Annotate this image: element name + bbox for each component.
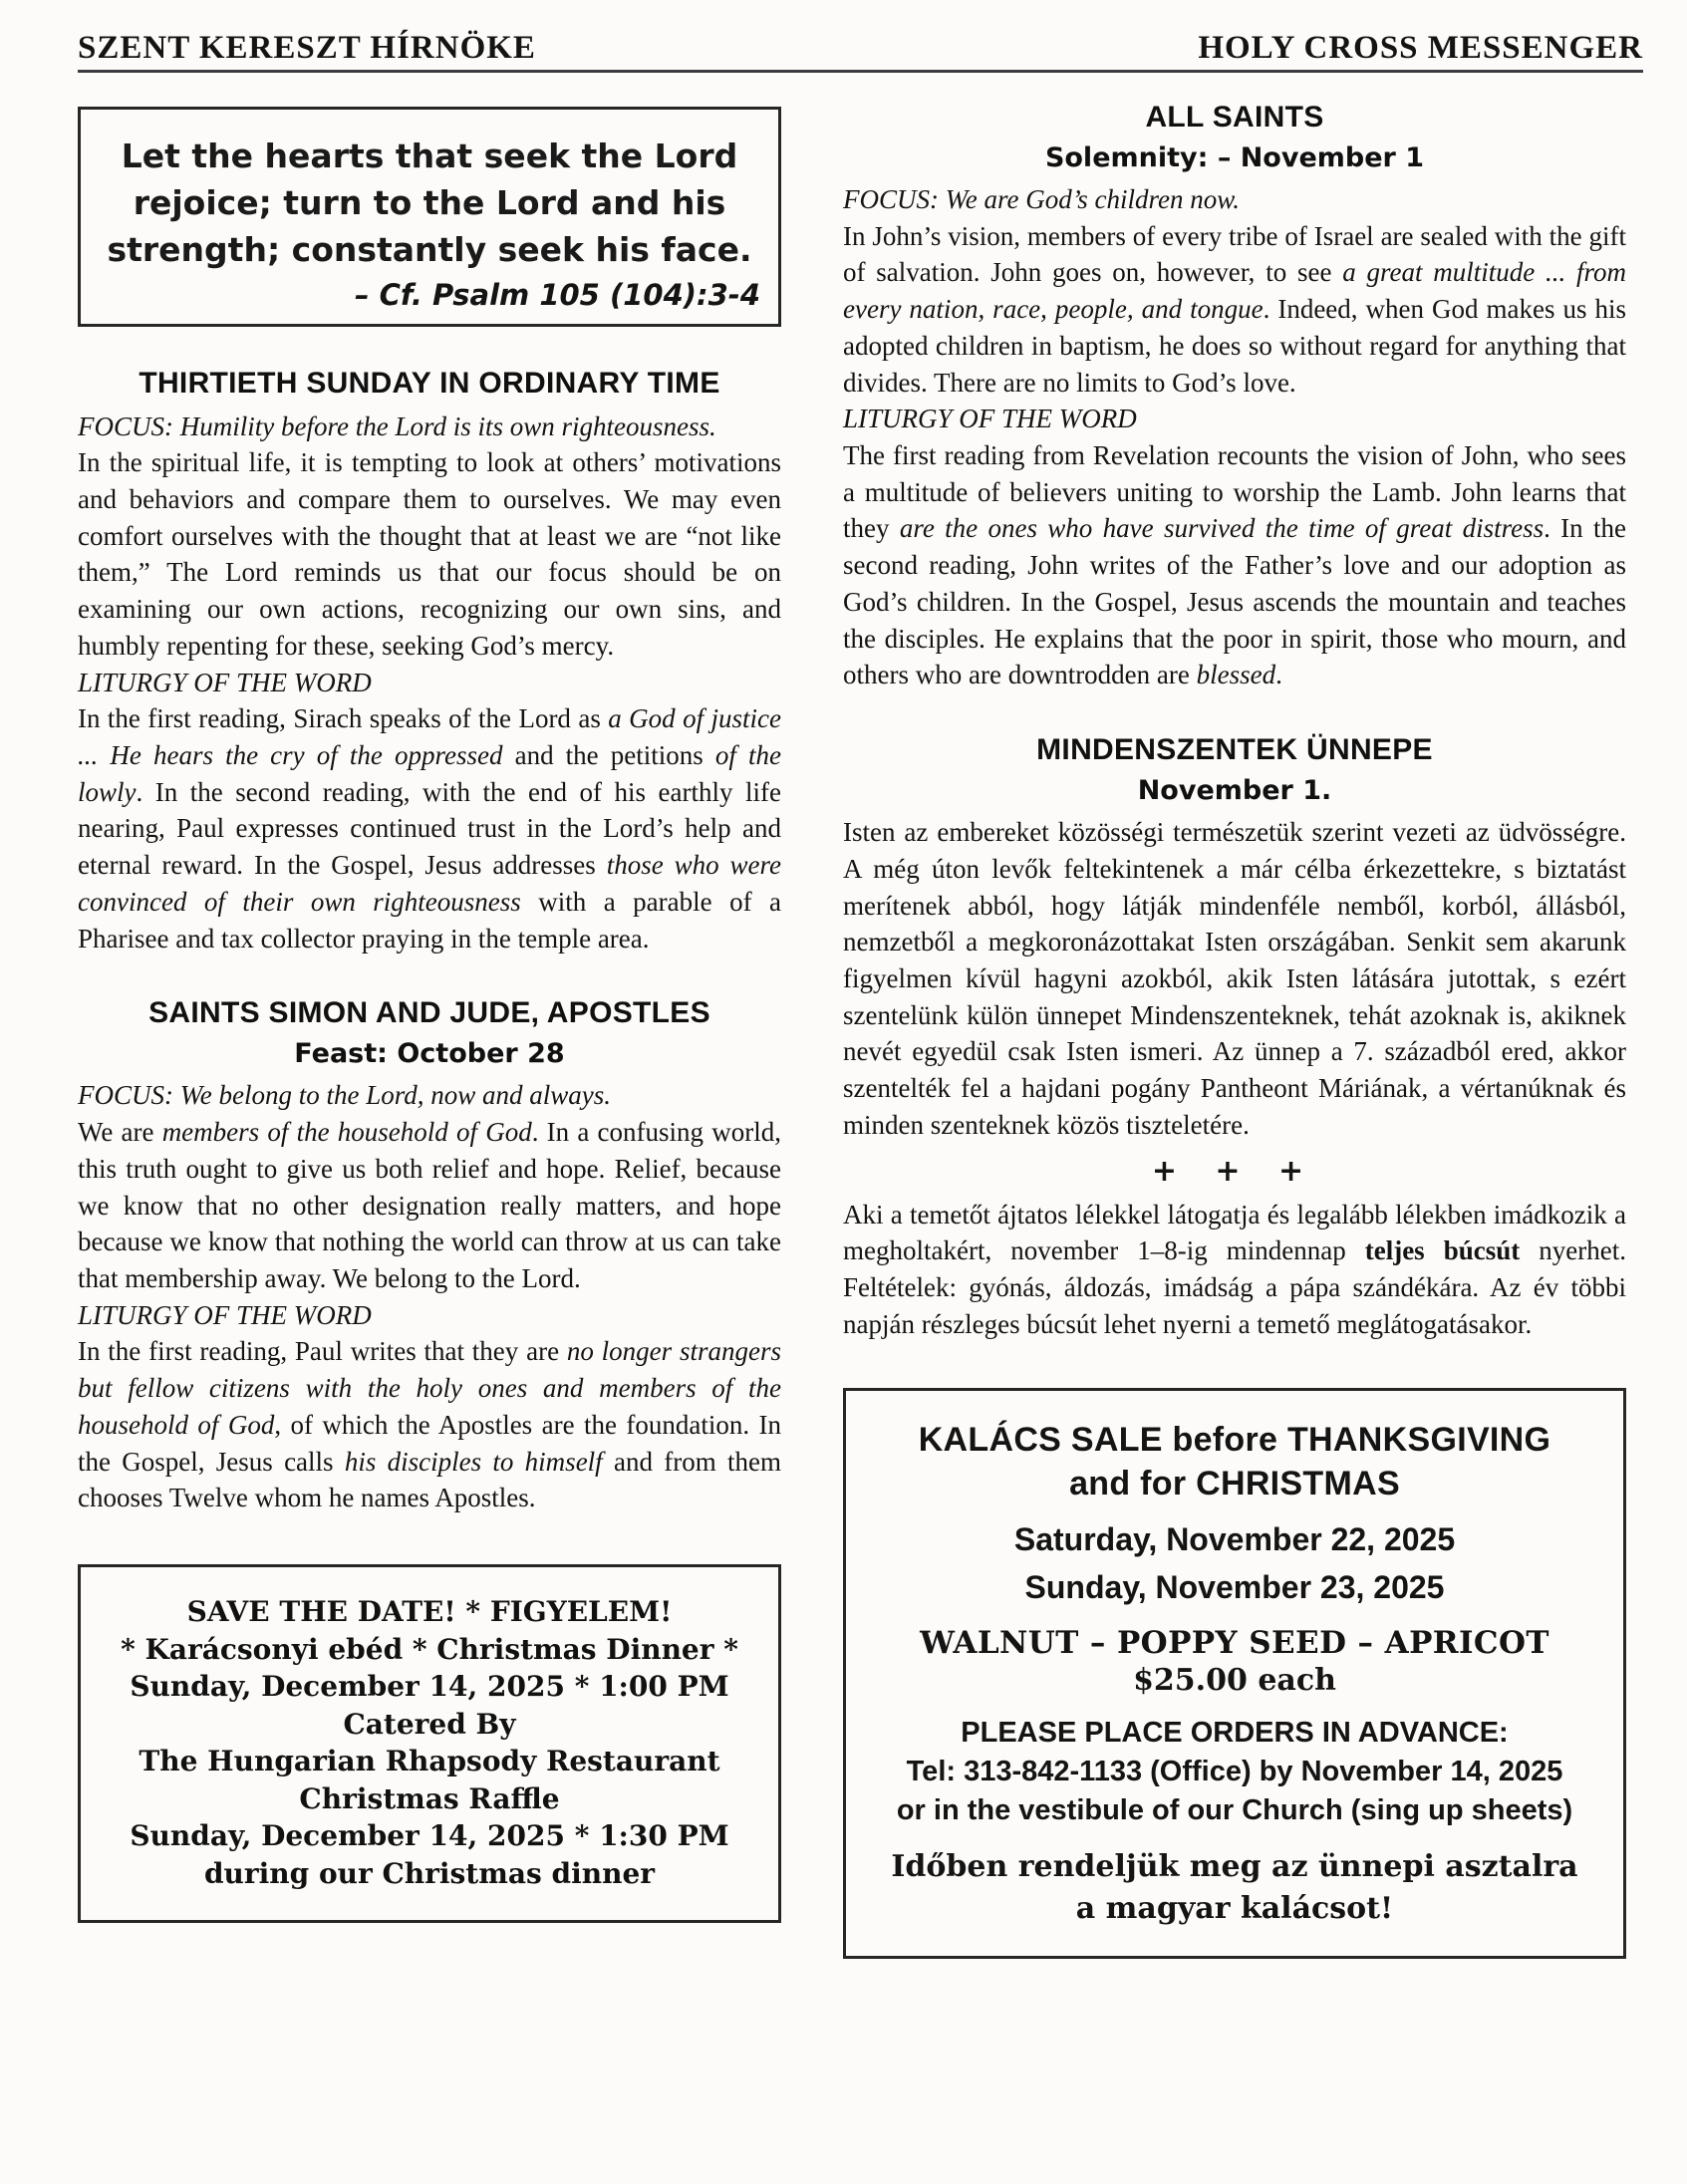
- section-paragraph: We are members of the household of God. In a confusing world, this truth ought to give us both relief and hope. Relief, because we know that no other designation really matters, and hope because we know that nothing the world can throw at us can take that membership away. We belong to the Lord.: [78, 1117, 781, 1293]
- section-thirtieth-sunday: [78, 367, 781, 957]
- section-paragraph: The first reading from Revelation recounts the vision of John, who sees a multitude of believers uniting to worship the Lamb. John learns that they are the ones who have survived the time of great distress. In the second reading, John writes of the Father’s love and our adoption as God’s children. In the Gospel, Jesus ascends the mountain and teaches the disciples. He explains that the poor in spirit, those who mourn, and others who are downtrodden are blessed.: [843, 440, 1626, 690]
- focus-line: FOCUS: We are God’s children now.: [843, 184, 1240, 214]
- section-paragraph: In the first reading, Paul writes that they are no longer strangers but fellow citizens with the holy ones and members of the household of God, of which the Apostles are the foundation. In the Gospel, Jesus calls his disciples to himself and from them chooses Twelve whom he names Apostles.: [78, 1336, 781, 1513]
- psalm-quote-box: [78, 107, 781, 327]
- section-paragraph: In the spiritual life, it is tempting to look at others’ motivations and behaviors and compare them to ourselves. We may even comfort ourselves with the thought that at least we are “not like them,” The Lord reminds us that our focus should be on examining our own actions, recognizing our own sins, and humbly repenting for these, seeking God’s mercy.: [78, 447, 781, 661]
- masthead-title-english: HOLY CROSS MESSENGER: [1198, 30, 1643, 66]
- liturgy-of-the-word-label: LITURGY OF THE WORD: [78, 667, 372, 697]
- psalm-quote-attribution: – Cf. Psalm 105 (104):3-4: [355, 277, 760, 312]
- kalacs-orders-phone-line: Tel: 313-842-1133 (Office) by November 14, 2025: [906, 1756, 1563, 1788]
- right-column: [843, 93, 1626, 1959]
- section-paragraph: Isten az embereket közösségi természetük szerint vezeti az üdvösségre. A még úton levők feltekintenek a már célba érkezettekre, s biztatást merítenek abból, hogy látják mindenféle nemből, korból, állásból, nemzetből a megkoronázottakat Isten országában. Senkit sem akarunk figyelmen kívül hagyni azokból, akik Isten látására jutottak, s ezért szentelünk külön ünnepet Mindenszenteknek, tehát azoknak is, akiknek nevét egyedül csak Isten ismeri. Az ünnep a 7. századból ered, akkor szentelték fel a hajdani pogány Pantheont Máriának, a vértanúknak és minden szenteknek közös tiszteletére.: [843, 817, 1626, 1140]
- section-paragraph: In John’s vision, members of every tribe of Israel are sealed with the gift of salvation. John goes on, however, to see a great multitude ... from every nation, race, people, and tongue. Indeed, when God makes us his adopted children in baptism, he does so without regard for anything that divides. There are no limits to God’s love.: [843, 220, 1626, 398]
- section-title: THIRTIETH SUNDAY IN ORDINARY TIME: [139, 366, 720, 400]
- kalacs-sale-date-line: Saturday, November 22, 2025: [1013, 1521, 1456, 1558]
- save-the-date-line: during our Christmas dinner: [203, 1856, 656, 1890]
- kalacs-orders-vestibule-line: or in the vestibule of our Church (sing up sheets): [896, 1794, 1573, 1827]
- masthead-title-hungarian: SZENT KERESZT HÍRNÖKE: [78, 30, 536, 66]
- section-subtitle: November 1.: [1137, 775, 1332, 807]
- psalm-quote-line: strength; constantly seek his face.: [107, 229, 752, 269]
- section-paragraph: In the first reading, Sirach speaks of the Lord as a God of justice ... He hears the cry of the oppressed and the petitions of the lowly. In the second reading, with the end of his earthly life nearing, Paul expresses continued trust in the Lord’s help and eternal reward. In the Gospel, Jesus addresses those who were convinced of their own righteousness with a parable of a Pharisee and tax collector praying in the temple area.: [78, 703, 782, 954]
- save-the-date-line: Christmas Raffle: [299, 1781, 560, 1815]
- kalacs-orders-heading: PLEASE PLACE ORDERS IN ADVANCE:: [961, 1717, 1509, 1750]
- kalacs-hungarian-line: Időben rendeljük meg az ünnepi asztalra: [891, 1849, 1578, 1885]
- section-all-saints: [843, 101, 1626, 693]
- focus-line: FOCUS: Humility before the Lord is its own righteousness.: [78, 410, 716, 441]
- save-the-date-line: Sunday, December 14, 2025 * 1:30 PM: [130, 1819, 729, 1853]
- focus-line: FOCUS: We belong to the Lord, now and always.: [78, 1080, 611, 1111]
- kalacs-sale-dates: [860, 1515, 1609, 1611]
- masthead: [78, 30, 1643, 73]
- save-the-date-line: Sunday, December 14, 2025 * 1:00 PM: [130, 1670, 729, 1704]
- kalacs-hungarian-line: a magyar kalácsot!: [1075, 1891, 1394, 1927]
- liturgy-of-the-word-label: LITURGY OF THE WORD: [78, 1299, 372, 1330]
- psalm-quote-line: rejoice; turn to the Lord and his: [133, 182, 726, 222]
- save-the-date-box: [78, 1564, 781, 1923]
- kalacs-sale-date-line: Sunday, November 23, 2025: [1024, 1569, 1445, 1606]
- kalacs-orders-block: [860, 1714, 1609, 1830]
- liturgy-of-the-word-label: LITURGY OF THE WORD: [843, 404, 1137, 434]
- three-crosses-divider: + + +: [1151, 1153, 1318, 1189]
- kalacs-sale-box: [843, 1388, 1626, 1959]
- section-subtitle: Feast: October 28: [294, 1038, 565, 1070]
- save-the-date-line: The Hungarian Rhapsody Restaurant: [139, 1745, 720, 1778]
- save-the-date-line: Catered By: [343, 1707, 516, 1741]
- kalacs-sale-title-line: and for CHRISTMAS: [1069, 1464, 1400, 1502]
- section-paragraph: Aki a temetőt ájtatos lélekkel látogatja és legalább lélekben imádkozik a megholtakért, november 1–8-ig mindennap teljes búcsút nyerhet. Feltételek: gyónás, áldozás, imádság a pápa szándékára. Az év többi napján részleges búcsút lehet nyerni a temető meglátogatásakor.: [843, 1199, 1627, 1339]
- psalm-quote-line: Let the hearts that seek the Lord: [121, 136, 738, 175]
- section-saints-simon-jude: [78, 996, 781, 1516]
- save-the-date-line: SAVE THE DATE! * FIGYELEM!: [186, 1594, 673, 1628]
- section-title: SAINTS SIMON AND JUDE, APOSTLES: [148, 996, 710, 1030]
- section-title: ALL SAINTS: [1145, 101, 1324, 134]
- kalacs-price-line: $25.00 each: [1133, 1663, 1336, 1699]
- kalacs-flavors-line: WALNUT – POPPY SEED – APRICOT: [920, 1625, 1549, 1662]
- kalacs-hungarian-block: [860, 1846, 1609, 1930]
- left-column: [78, 93, 781, 1959]
- section-title: MINDENSZENTEK ÜNNEPE: [1036, 733, 1433, 767]
- kalacs-sale-title-line: KALÁCS SALE before THANKSGIVING: [918, 1421, 1551, 1460]
- section-mindenszentek: [843, 733, 1626, 1342]
- section-subtitle: Solemnity: – November 1: [1044, 142, 1425, 173]
- save-the-date-line: * Karácsonyi ebéd * Christmas Dinner *: [121, 1632, 738, 1666]
- two-column-layout: [78, 93, 1643, 1959]
